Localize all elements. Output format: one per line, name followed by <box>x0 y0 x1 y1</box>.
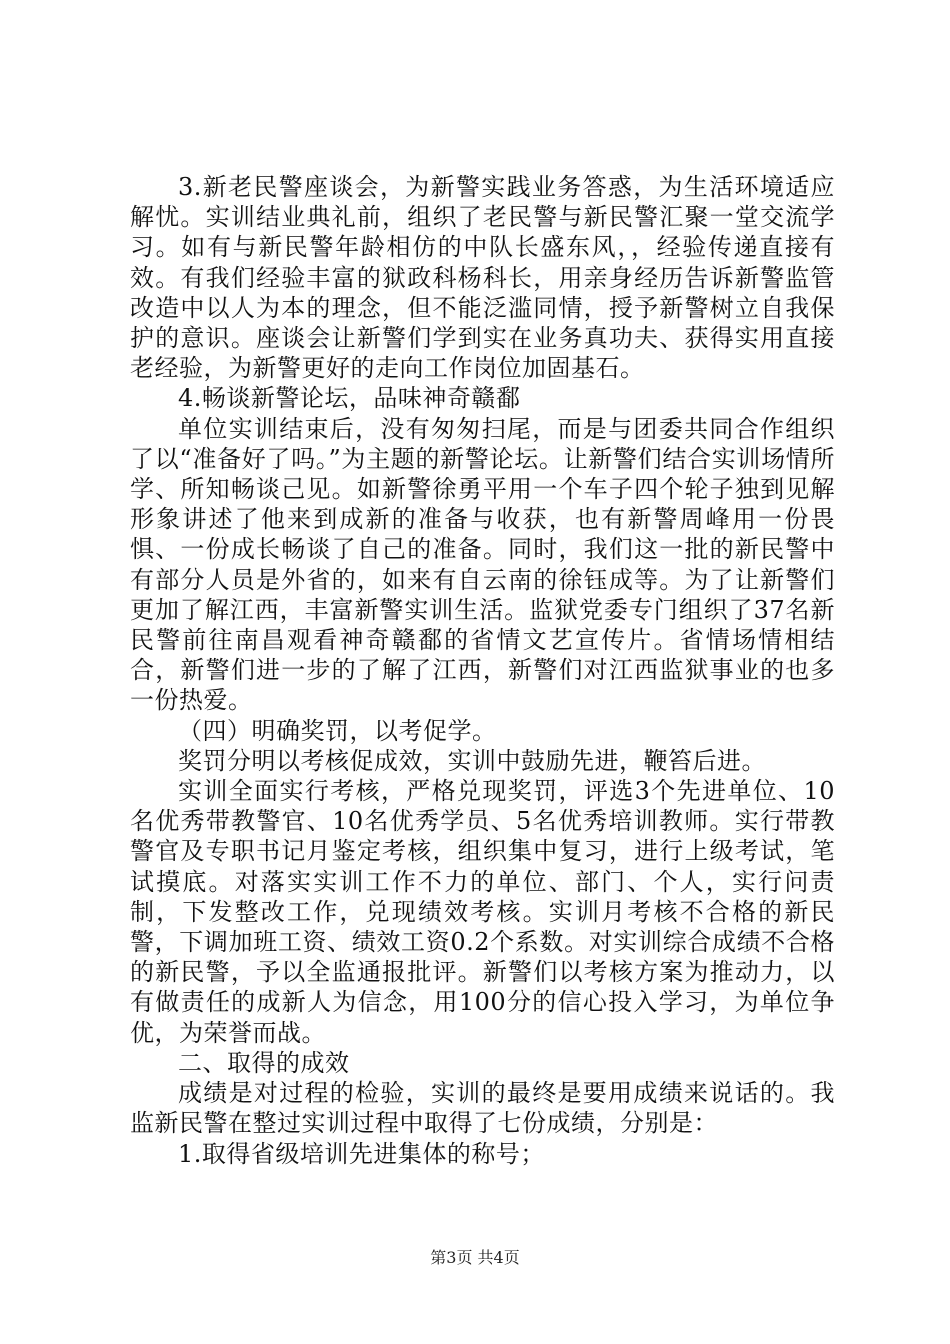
list-item-achievement-1: 1.取得省级培训先进集体的称号； <box>178 1139 545 1168</box>
paragraph-new-police-forum: 单位实训结束后，没有匆匆扫尾，而是与团委共同合作组织了以“准备好了吗。”为主题的新警论坛。让新警们结合实训场情所学、所知畅谈己见。如新警徐勇平用一个车子四个轮子独到见解形象讲述了他来到成新的准备与收获，也有新警周峰用一份畏惧、一份成长畅谈了自己的准备。同时，我们这一批的新民警中有部分人员是外省的，如来有自云南的徐钰成等。为了让新警们更加了解江西，丰富新警实训生活。监狱党委专门组织了37名新民警前往南昌观看神奇赣鄱的省情文艺宣传片。省情场情相结合，新警们进一步的了解了江西，新警们对江西监狱事业的也多一份热爱。 <box>130 414 835 715</box>
paragraph-veteran-forum: 3.新老民警座谈会，为新警实践业务答惑，为生活环境适应解忧。实训结业典礼前，组织了老民警与新民警汇聚一堂交流学习。如有与新民警年龄相仿的中队长盛东风，，经验传递直接有效。有我们经验丰富的狱政科杨科长，用亲身经历告诉新警监管改造中以人为本的理念，但不能泛滥同情，授予新警树立自我保护的意识。座谈会让新警们学到实在业务真功夫、获得实用直接老经验，为新警更好的走向工作岗位加固基石。 <box>130 173 835 383</box>
heading-new-police-forum: 4.畅谈新警论坛，品味神奇赣鄱 <box>178 384 521 413</box>
paragraph-rewards-summary: 奖罚分明以考核促成效，实训中鼓励先进，鞭笞后进。 <box>178 746 766 775</box>
heading-achievements: 二、取得的成效 <box>178 1048 350 1077</box>
paragraph-achievements-intro: 成绩是对过程的检验，实训的最终是要用成绩来说话的。我监新民警在整过实训过程中取得了七份成绩，分别是： <box>130 1079 835 1138</box>
page-number-footer: 第3页 共4页 <box>430 1248 520 1267</box>
document-body <box>130 172 835 1169</box>
heading-rewards-penalties: （四）明确奖罚，以考促学。 <box>178 716 497 745</box>
paragraph-assessment: 实训全面实行考核，严格兑现奖罚，评选3个先进单位、10名优秀带教警官、10名优秀学员、5名优秀培训教师。实行带教警官及专职书记月鉴定考核，组织集中复习，进行上级考试，笔试摸底。对落实实训工作不力的单位、部门、个人，实行问责制，下发整改工作，兑现绩效考核。实训月考核不合格的新民警，下调加班工资、绩效工资0.2个系数。对实训综合成绩不合格的新民警，予以全监通报批评。新警们以考核方案为推动力，以有做责任的成新人为信念，用100分的信心投入学习，为单位争优，为荣誉而战。 <box>130 777 835 1047</box>
